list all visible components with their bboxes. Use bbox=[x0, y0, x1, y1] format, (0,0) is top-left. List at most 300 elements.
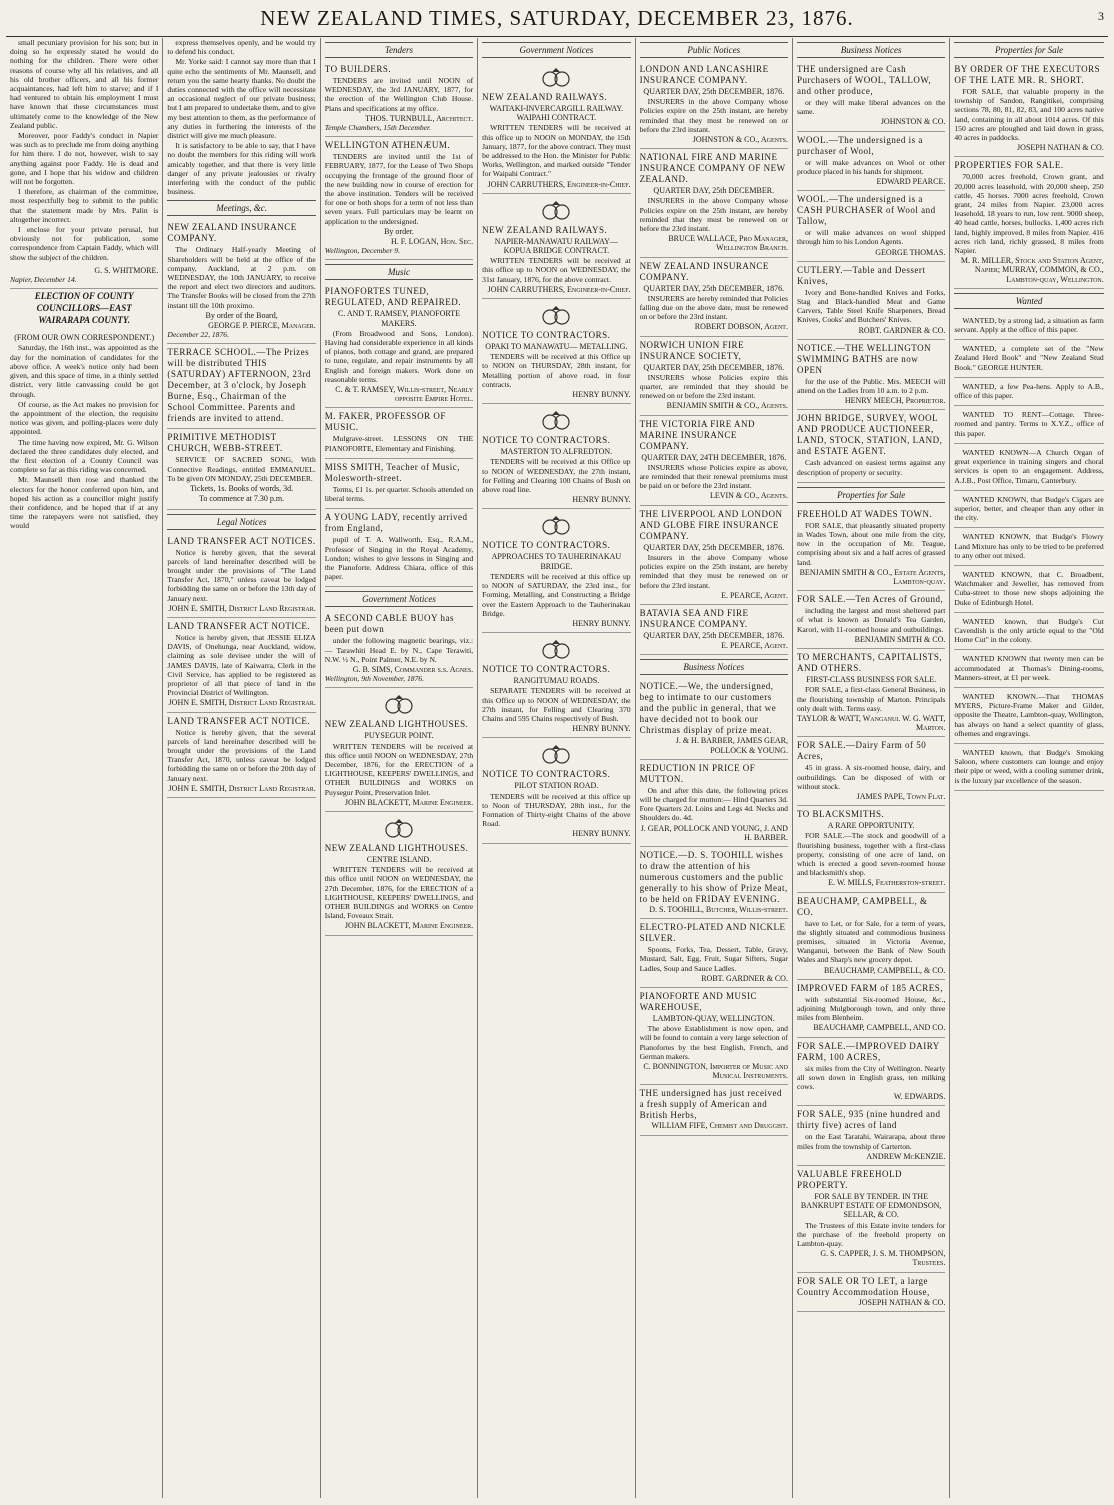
advert-signature: BEAUCHAMP, CAMPBELL, & CO. bbox=[823, 965, 946, 975]
advert-title: NOTICE.—D. S. TOOHILL wishes to draw the attention of his numerous customers and the public generally to his show of Prize Meat, to be held on FRIDAY EVENING. bbox=[639, 849, 788, 904]
advert-body: Mulgrave-street. LESSONS ON THE PIANOFORTE, Elementary and Finishing. bbox=[324, 434, 474, 453]
wanted-text: WANTED TO RENT—Cottage. Three-roomed and pantry. Terms to X.Y.Z., office of this paper. bbox=[954, 410, 1104, 438]
column-6 bbox=[793, 38, 950, 1498]
advert-title: NEW ZEALAND INSURANCE COMPANY. bbox=[167, 222, 297, 244]
page-number: 3 bbox=[1098, 9, 1104, 23]
advert-methodist-church bbox=[167, 429, 315, 509]
section-heading-music: Music bbox=[325, 264, 473, 280]
advert-body: The above Establishment is now open, and will be found to contain a very large selection of Pianofortes by the best English, French, and German makers. bbox=[639, 1024, 788, 1061]
dateline: Napier, December 14. bbox=[10, 275, 77, 285]
advert-date: December 22, 1876. bbox=[167, 330, 229, 340]
advert-title: FOR SALE OR TO LET, a large Country Accommodation House, bbox=[796, 1275, 930, 1297]
advert-body: WRITTEN TENDERS will be received at this office until NOON on WEDNESDAY, 27th December, 1876, for the ERECTION of a LIGHTHOUSE, KEEPERS' DWELLINGS, and OTHER BUILDINGS and WORKS on Puysegur Point, Preservation Inlet. bbox=[324, 741, 474, 797]
advert-title: NORWICH UNION FIRE INSURANCE SOCIETY, bbox=[639, 339, 745, 361]
advert-body: SERVICE OF SACRED SONG, With Connective Readings, entitled EMMANUEL. To be given ON MONDAY, 25th DECEMBER. bbox=[167, 455, 316, 483]
wanted-text: WANTED, a few Pea-hens. Apply to A.B., office of this paper. bbox=[954, 381, 1104, 401]
royal-crest-icon bbox=[538, 410, 574, 432]
advert-body: Notice is hereby given, that the several parcels of land hereinafter described will be brought under the provisions of the Land Transfer Act, 1870, unless caveat be lodged forbidding the same on or before the 20th day of January next. bbox=[167, 727, 316, 783]
advert-accommodation-house bbox=[797, 1273, 945, 1312]
advert-body: TENDERS will be received at this Office up to NOON on THURSDAY, 28th instant, for Metalling portion of above road, in four contracts. bbox=[482, 352, 631, 389]
advert-body: FOR SALE, a first-class General Business, in the flourishing township of Marton. Principals only dealt with. Terms easy. bbox=[796, 685, 946, 713]
wanted-text: WANTED, by a strong lad, a situation as farm servant. Apply at the office of this paper. bbox=[954, 315, 1104, 335]
advert-title: WELLINGTON ATHENÆUM. bbox=[324, 140, 451, 151]
advert-dairy-farm bbox=[797, 737, 945, 806]
section-heading-meetings: Meetings, &c. bbox=[167, 200, 315, 216]
advert-body: TENDERS will be received at this office up to NOON of SATURDAY, the 23rd inst., for Forming, Metalling, and Constructing a Bridge over the Eastern Approach to the Tauherinakau Bridge. bbox=[482, 571, 631, 618]
advert-note: Tickets, 1s. Books of words, 3d. bbox=[190, 484, 294, 494]
paragraph: I therefore, as chairman of the committee, most respectfully beg to submit to the public that the statement made by Mrs. Palin is altogether incorrect. bbox=[10, 187, 159, 224]
paragraph: Moreover, poor Faddy's conduct in Napier was such as to preclude me from doing anything for him there. I do not, however, wish to say anything against poor Faddy. He is dead and gone, and I hope that his widow and children will not be forgotten. bbox=[10, 131, 159, 187]
advert-signature: BENJAMIN SMITH & CO., Estate Agents, Lambton-quay. bbox=[799, 567, 946, 587]
advert-signature: E. PEARCE, Agent. bbox=[721, 641, 788, 651]
advert-subtitle: WAITAKI-INVERCARGILL RAILWAY. WAIPAHI CONTRACT. bbox=[489, 104, 624, 123]
advert-mutton-prices bbox=[640, 760, 788, 847]
advert-insurance bbox=[640, 416, 788, 506]
advert-signature: JOHN E. SMITH, District Land Registrar. bbox=[168, 603, 316, 613]
advert-title: BATAVIA SEA AND FIRE INSURANCE COMPANY. bbox=[639, 607, 749, 629]
advert-body: Terms, £1 1s. per quarter. Schools attended on liberal terms. bbox=[324, 484, 474, 504]
section-heading-government: Government Notices bbox=[325, 591, 473, 607]
paragraph: Of course, as the Act makes no provision for the appointment of the election, the requisite notice was given, and polling-places were duly appointed. bbox=[10, 399, 159, 437]
paragraph: small pecuniary provision for his son; but in doing so he expressly stated he would do nothing for the children. There were other reasons of course why all his relatives, and all his old brother officers, and all his former acquaintances, had left him to starve; and if I had ventured to obtain his employment I must have known that these circumstances must ultimately come to the knowledge of the New Zealand public. bbox=[10, 38, 159, 130]
advert-title: CUTLERY.—Table and Dessert Knives, bbox=[796, 264, 926, 286]
section-heading-business: Business Notices bbox=[640, 659, 788, 675]
advert-contractors bbox=[482, 633, 630, 738]
advert-title: A SECOND CABLE BUOY has been put down bbox=[324, 613, 454, 635]
advert-body: (From Broadwood and Sons, London). Having had considerable experience in all kinds of pianos, both cottage and grand, are prepared to tune, regulate, and repair instruments by all English and foreign makers. Work done on reasonable terms. bbox=[324, 328, 474, 384]
section-heading-business: Business Notices bbox=[797, 42, 945, 58]
section-heading-government: Government Notices bbox=[482, 42, 630, 58]
advert-subtitle: QUARTER DAY, 25th DECEMBER, 1876. bbox=[643, 542, 785, 552]
advert-signature: C. BONNINGTON, Importer of Music and Musical Instruments. bbox=[643, 1061, 788, 1081]
advert-lighthouse-puysegur bbox=[325, 688, 473, 812]
advert-title: PRIMITIVE METHODIST CHURCH, WEBB-STREET. bbox=[167, 432, 283, 454]
advert-auctioneer bbox=[797, 410, 945, 482]
paragraph: Saturday, the 16th inst., was appointed as the day for the nomination of candidates for the above office. A week's notice only had been given, and this space of time, in a thinly settled district, very little canvassing could be got through. bbox=[10, 343, 159, 399]
section-heading-property: Properties for Sale bbox=[954, 42, 1103, 58]
advert-title: NOTICE.—THE WELLINGTON SWIMMING BATHS are now OPEN bbox=[796, 342, 932, 375]
advert-time: To commence at 7.30 p.m. bbox=[199, 494, 285, 504]
advert-athenaeum bbox=[325, 137, 473, 260]
advert-signature: E. PEARCE, Agent. bbox=[721, 590, 788, 600]
advert-title: NEW ZEALAND LIGHTHOUSES. bbox=[324, 842, 469, 853]
wanted-text: WANTED KNOWN, that Budge's Cigars are superior, better, and cheaper than any other in the city. bbox=[954, 494, 1104, 523]
advert-signature: GEORGE THOMAS. bbox=[875, 247, 946, 257]
advert-terrace-school bbox=[167, 344, 315, 429]
advert-signature: JOSEPH NATHAN & CO. bbox=[1017, 143, 1104, 153]
advert-contractors bbox=[482, 738, 630, 843]
advert-singing-lessons bbox=[325, 509, 473, 587]
wanted-text: WANTED known, that Budge's Cut Cavendish is the only article equal to the "Old Home Cut" in the colony. bbox=[954, 616, 1104, 645]
wanted-text: WANTED KNOWN—A Church Organ of great experience in training singers and choral services is open to an engagement. Address, A.J.B., Post Office, Timaru, Canterbury. bbox=[954, 447, 1104, 485]
wanted-ad bbox=[954, 566, 1103, 613]
column-1 bbox=[6, 38, 163, 1498]
advert-title: REDUCTION IN PRICE OF MUTTON. bbox=[639, 762, 756, 784]
advert-body: including the largest and most sheltered part of what is known as Donald's Tea Garden, Karori, with 11-roomed house and outbuildings. bbox=[796, 606, 946, 634]
advert-title: THE LIVERPOOL AND LONDON AND GLOBE FIRE INSURANCE COMPANY. bbox=[639, 508, 783, 541]
advert-subtitle: A RARE OPPORTUNITY. bbox=[827, 821, 915, 831]
paragraph: Mr. Yorke said: I cannot say more than that I quite echo the sentiments of Mr. Maunsell, and return you the same hearty thanks. No doubt the duties connected with the office will necessitate an occasional neglect of our private business; but I am prepared to undertake them, and to give my best attention to them, as the performance of any duties in furthering the interests of the district will give me much pleasure. bbox=[167, 57, 316, 141]
advert-title: NOTICE TO CONTRACTORS. bbox=[482, 769, 611, 780]
advert-body: or they will make liberal advances on the same. bbox=[796, 98, 946, 117]
advert-insurance-meeting bbox=[167, 219, 315, 344]
advert-body: The Ordinary Half-yearly Meeting of Shareholders will be held at the office of the company, Auckland, at 2 p.m. on WEDNESDAY, the 10th JANUARY, to receive the report and elect two directors and auditors. The Transfer Books will be closed from the 27th instant till the 10th proximo. bbox=[167, 245, 316, 310]
advert-title: NOTICE TO CONTRACTORS. bbox=[482, 330, 611, 341]
royal-crest-icon bbox=[538, 67, 574, 89]
royal-crest-icon bbox=[538, 639, 574, 661]
advert-signature: JOHN E. SMITH, District Land Registrar. bbox=[168, 783, 316, 793]
newspaper-title: NEW ZEALAND TIMES, SATURDAY, DECEMBER 23, 1876. bbox=[260, 6, 854, 30]
advert-signature: JOHNSTON & CO., Agents. bbox=[692, 135, 788, 145]
advert-title: A YOUNG LADY, recently arrived from England, bbox=[324, 512, 468, 534]
royal-crest-icon bbox=[538, 200, 574, 222]
wanted-ad bbox=[954, 744, 1103, 791]
advert-body: Notice is hereby given, that the several parcels of land hereinafter described will be brought under the provisions of "The Land Transfer Act, 1870," unless caveat be lodged forbidding the same on or before the 13th day of January next. bbox=[167, 547, 316, 603]
advert-title: THE VICTORIA FIRE AND MARINE INSURANCE COMPANY. bbox=[639, 418, 755, 451]
advert-body: TENDERS will be received at this office up to Noon of THURSDAY, 28th inst., for the Formation of Thirty-eight Chains of the above Road. bbox=[482, 791, 631, 829]
advert-title: BY ORDER OF THE EXECUTORS OF THE LATE MR. R. SHORT. bbox=[954, 64, 1101, 85]
advert-body: WRITTEN TENDERS will be received at this office up to NOON on MONDAY, the 15th January, 1877, for the above contract. They must be addressed to the Hon. the Minister for Public Works, Wellington, and marked outside "Tender for Waipahi Contract." bbox=[482, 123, 631, 179]
advert-title: NOTICE TO CONTRACTORS. bbox=[482, 435, 611, 446]
advert-property bbox=[797, 506, 945, 591]
advert-signature: HENRY BUNNY. bbox=[572, 724, 631, 734]
advert-title: WOOL.—The undersigned is a purchaser of Wool, bbox=[796, 134, 923, 156]
advert-subtitle: QUARTER DAY, 25th DECEMBER, 1876. bbox=[643, 630, 785, 640]
advert-signature: THOS. TURNBULL, Architect. bbox=[365, 113, 474, 123]
advert-body: WRITTEN TENDERS will be received at this office until NOON on WEDNESDAY, the 27th December, 1876, for the ERECTION of a LIGHTHOUSE, KEEPERS' DWELLINGS, and OTHER BUILDINGS and WORKS on Centre Island, Foveaux Strait. bbox=[324, 865, 474, 921]
advert-signature: ANDREW McKENZIE. bbox=[866, 1151, 946, 1161]
advert-subtitle: PUYSEGUR POINT. bbox=[364, 731, 434, 741]
wanted-ad bbox=[954, 650, 1103, 688]
column-2 bbox=[163, 38, 320, 1498]
advert-title: NEW ZEALAND LIGHTHOUSES. bbox=[324, 719, 469, 730]
advert-title: TO BLACKSMITHS. bbox=[796, 809, 885, 820]
advert-insurance bbox=[640, 506, 788, 605]
wanted-ad bbox=[954, 378, 1103, 406]
advert-signature: BENJAMIN SMITH & CO. bbox=[854, 634, 946, 644]
advert-body: pupil of T. A. Wallworth, Esq., R.A.M., Professor of Singing in the Royal Academy, London; wishes to give lessons in Singing and the Pianoforte. Address Chiara, office of this paper. bbox=[324, 535, 474, 582]
advert-title: LAND TRANSFER ACT NOTICES. bbox=[167, 535, 316, 546]
advert-body: SEPARATE TENDERS will be received at this Office up to NOON of WEDNESDAY, the 27th instant, for Felling and Clearing 370 Chains and 595 Chains respectively of Bush. bbox=[482, 686, 631, 723]
advert-title: PIANOFORTE AND MUSIC WAREHOUSE, bbox=[639, 990, 758, 1012]
advert-signature: J. & H. BARBER, JAMES GEAR, POLLOCK & YOUNG. bbox=[675, 736, 788, 755]
advert-body: FOR SALE, that pleasantly situated property in Wades Town, about one mile from the city, now in the occupation of Mr. Teague, comprising about six and a half acres of grassed land. bbox=[796, 520, 946, 567]
advert-body: 70,000 acres freehold, Crown grant, and 20,000 acres leasehold, with 20,000 sheep, 250 cattle, 45 horses. 7000 acres freehold, Crown grant, 24 miles from Napier. 23,000 acres leasehold, 18 years to run, low rent. 9000 sheep, 40 head cattle, horses, bullocks. 1,400 acres rich land, highly improved, 8 miles from Napier. 416 acres rich land, richly grassed, 8 miles from Napier. bbox=[954, 172, 1104, 256]
advert-signature: G. B. SIMS, Commander s.s. Agnes. bbox=[352, 664, 474, 674]
signature: G. S. WHITMORE. bbox=[94, 265, 159, 275]
advert-title: WOOL.—The undersigned is a CASH PURCHASER of Wool and Tallow, bbox=[796, 194, 936, 227]
advert-date: Wellington, December 9. bbox=[324, 246, 400, 256]
advert-body: TENDERS are invited until NOON of WEDNESDAY, the 3rd JANUARY, 1877, for the erection of the Wellington Club House. Plans and specifications at my office. bbox=[324, 76, 474, 113]
advert-title: NATIONAL FIRE AND MARINE INSURANCE COMPANY OF NEW ZEALAND. bbox=[639, 152, 786, 185]
advert-land-transfer bbox=[167, 533, 315, 618]
wanted-ad bbox=[954, 444, 1103, 491]
advert-insurance bbox=[640, 605, 788, 655]
advert-body: under the following magnetic bearings, viz.:— Tarawhiti Head E. by N., Cape Terawiti, N.W. ½ N., Point Palmer, N.E. by N. bbox=[324, 636, 474, 664]
advert-title: THE undersigned are Cash Purchasers of WOOL, TALLOW, and other produce, bbox=[796, 64, 932, 96]
advert-title: PROPERTIES FOR SALE. bbox=[954, 160, 1064, 171]
advert-body: Spoons, Forks, Tea, Dessert, Table, Gravy, Mustard, Salt, Egg, Fruit, Sugar Sifters, Sugar Ladles, Soup and Sauce Ladles. bbox=[639, 945, 788, 973]
advert-title: PIANOFORTES TUNED, REGULATED, AND REPAIRED. bbox=[324, 286, 461, 308]
advert-title: BEAUCHAMP, CAMPBELL, & CO. bbox=[796, 895, 928, 917]
byline: (FROM OUR OWN CORRESPONDENT.) bbox=[14, 333, 155, 343]
advert-subtitle: NAPIER-MANAWATU RAILWAY— KOPUA BRIDGE CONTRACT. bbox=[494, 236, 618, 256]
wanted-text: WANTED KNOWN that twenty men can be accommodated at Thomas's Dining-rooms, Manners-street, at £1 per week. bbox=[954, 654, 1104, 682]
advert-title: NOTICE.—We, the undersigned, beg to intimate to our customers and the public in general, that we have decided not to book our Christmas display of prize meat. bbox=[639, 681, 777, 736]
advert-signature: ROBT. GARDNER & CO. bbox=[701, 973, 788, 983]
advert-signature: JOHNSTON & CO. bbox=[880, 117, 946, 127]
advert-signature: HENRY BUNNY. bbox=[572, 618, 631, 628]
advert-property bbox=[797, 591, 945, 649]
section-heading-legal: Legal Notices bbox=[167, 514, 315, 530]
advert-subtitle: OPAKI TO MANAWATU— METALLING. bbox=[485, 342, 628, 352]
advert-signature: ROBT. GARDNER & CO. bbox=[858, 325, 946, 335]
advert-wool bbox=[797, 191, 945, 262]
advert-signature: JOSEPH NATHAN & CO. bbox=[858, 1297, 946, 1307]
advert-date: Wellington, 9th November, 1876. bbox=[324, 674, 425, 684]
advert-title: M. FAKER, PROFESSOR OF MUSIC. bbox=[324, 411, 446, 433]
advert-signature: M. R. MILLER, Stock and Station Agent, Napier; MURRAY, COMMON, & CO., Lambton-quay, Wellington. bbox=[960, 256, 1104, 284]
wanted-text: WANTED, a complete set of the "New Zealand Herd Book" and "New Zealand Stud Book." GEORGE HUNTER. bbox=[954, 344, 1104, 372]
advert-by-order: By order. bbox=[384, 226, 414, 236]
wanted-text: WANTED KNOWN, that C. Broadbent, Watchmaker and Jeweller, has removed from Cuba-street to those new shops adjoining the Duke of Edinburgh Hotel. bbox=[954, 569, 1104, 607]
advert-body: INSURERS whose Policies expire as above, are reminded that their renewal premiums must be paid on or before the 23rd instant. bbox=[639, 462, 788, 491]
advert-signature: WILLIAM FIFE, Chemist and Druggist. bbox=[651, 1121, 788, 1131]
advert-body: Notice is hereby given, that JESSIE ELIZA DAVIS, of Onehunga, near Auckland, widow, claiming as sole devisee under the will of JAMES DAVIS, late of Kaiwarra, Clerk in the Civil Service, has applied to be registered as proprietor of all that piece of land in the Provincial District of Wellington. bbox=[167, 632, 316, 698]
advert-title: FOR SALE, 935 (nine hundred and thirty five) acres of land bbox=[796, 1109, 941, 1131]
advert-body: Ivory and Bone-handled Knives and Forks, Stag and Black-handled Meat and Game Carvers, Table Steel Knife Sharpeners, Bread Knives, Cooks' and Butchers' Knives. bbox=[796, 287, 946, 325]
advert-signature: E. W. MILLS, Featherston-street. bbox=[828, 878, 946, 888]
advert-subtitle: FOR SALE BY TENDER. IN THE BANKRUPT ESTATE OF EDMONDSON, SELLAR, & CO. bbox=[800, 1192, 942, 1220]
paragraph: Mr. Maunsell then rose and thanked the electors for the honor conferred upon him, and hoped his action as a councillor might justify their confidence, and he hoped that if at any time the ratepayers were not satisfied, they would bbox=[10, 475, 159, 531]
advert-subtitle: MASTERTON TO ALFREDTON. bbox=[500, 447, 613, 457]
advert-cable-buoy bbox=[325, 610, 473, 688]
advert-business-sale bbox=[797, 649, 945, 737]
advert-body: INSURERS whose Policies expire this quarter, are reminded that they should be renewed on or before the 23rd instant. bbox=[639, 372, 788, 401]
advert-insurance bbox=[640, 337, 788, 416]
advert-body: Cash advanced on easiest terms against any description of property or security. bbox=[796, 458, 946, 477]
advert-signature: H. F. LOGAN, Hon. Sec. bbox=[391, 237, 474, 247]
advert-signature: HENRY BUNNY. bbox=[572, 390, 631, 400]
advert-body: FOR SALE.—The stock and goodwill of a flourishing business, together with a first-class property, consisting of one acre of land, on which is erected a good seven-roomed house and blacksmith's shop. bbox=[796, 831, 946, 878]
advert-premises bbox=[797, 893, 945, 980]
advert-signature: W. EDWARDS. bbox=[893, 1092, 946, 1102]
advert-signature: JOHN CARRUTHERS, Engineer-in-Chief. bbox=[487, 179, 631, 189]
advert-subtitle: QUARTER DAY, 25th DECEMBER, 1876. bbox=[643, 283, 785, 293]
advert-signature: HENRY MEECH, Proprietor. bbox=[844, 396, 946, 406]
paragraph: I enclose for your private perusal, but obviously not for publication, some correspondence from Captain Faddy, which will show the subject of the children. bbox=[10, 225, 159, 262]
advert-swimming-baths bbox=[797, 340, 945, 411]
advert-body: Insurers in the above Company whose policies expire on the 25th instant, are hereby reminded that they must be renewed on or before the 23rd instant. bbox=[639, 552, 788, 590]
column-7 bbox=[950, 38, 1107, 1498]
advert-title: NOTICE TO CONTRACTORS. bbox=[482, 664, 611, 675]
wanted-ad bbox=[954, 528, 1103, 566]
advert-land-transfer bbox=[167, 713, 315, 798]
advert-title: NOTICE TO CONTRACTORS. bbox=[482, 540, 611, 551]
advert-railway-waipahi bbox=[482, 61, 630, 194]
advert-signature: HENRY BUNNY. bbox=[572, 829, 631, 839]
column-4 bbox=[478, 38, 635, 1498]
wanted-ad bbox=[954, 491, 1103, 529]
wanted-ad bbox=[954, 613, 1103, 651]
advert-signature: EDWARD PEARCE. bbox=[876, 177, 946, 187]
advert-date: Temple Chambers, 15th December. bbox=[324, 123, 432, 133]
advert-contractors bbox=[482, 404, 630, 509]
advert-signature: BEAUCHAMP, CAMPBELL, AND CO. bbox=[813, 1023, 946, 1033]
advert-title: LONDON AND LANCASHIRE INSURANCE COMPANY. bbox=[639, 64, 769, 85]
advert-by-order: By order of the Board, bbox=[205, 310, 278, 320]
advert-dairy-farm bbox=[797, 1038, 945, 1107]
advert-signature: GEORGE P. PIERCE, Manager. bbox=[208, 321, 316, 331]
advert-signature: JOHN CARRUTHERS, Engineer-in-Chief. bbox=[487, 284, 631, 294]
advert-contractors bbox=[482, 299, 630, 404]
advert-subtitle: QUARTER DAY, 25th DECEMBER, 1876. bbox=[643, 87, 785, 96]
royal-crest-icon bbox=[381, 694, 417, 716]
advert-body: TENDERS will be received at this Office up to NOON of WEDNESDAY, the 27th instant, for Felling and Clearing 100 Chains of Bush on above road line. bbox=[482, 457, 631, 495]
advert-title: IMPROVED FARM of 185 ACRES, bbox=[796, 982, 944, 993]
advert-music-warehouse bbox=[640, 988, 788, 1085]
advert-properties-list bbox=[954, 157, 1103, 288]
advert-blacksmiths bbox=[797, 806, 945, 892]
advert-freehold-tender bbox=[797, 1166, 945, 1273]
advert-signature: JOHN BLACKETT, Marine Engineer. bbox=[344, 797, 474, 807]
wanted-text: WANTED known, that Budge's Smoking Saloon, where customers can lounge and enjoy their pipe or weed, with a cooling summer drink, is the luxury par excellence of the season. bbox=[954, 747, 1104, 785]
advert-electroplate bbox=[640, 919, 788, 988]
paragraph: The time having now expired, Mr. G. Wilson declared the three candidates duly elected, and the first election of a County Council was complete so far as this riding was concerned. bbox=[10, 437, 159, 475]
advert-title: TO MERCHANTS, CAPITALISTS, AND OTHERS. bbox=[796, 652, 943, 674]
royal-crest-icon bbox=[381, 818, 417, 840]
advert-title: NEW ZEALAND RAILWAYS. bbox=[482, 224, 608, 235]
advert-subtitle: LAMBTON-QUAY, WELLINGTON. bbox=[652, 1013, 775, 1023]
advert-executors-sale bbox=[954, 61, 1103, 157]
advert-body: or will make advances on Wool or other produce placed in his hands for shipment. bbox=[796, 157, 946, 176]
advert-subtitle: C. AND T. RAMSEY, PIANOFORTE MAKERS. bbox=[337, 309, 460, 328]
advert-body: On and after this date, the following prices will be charged for mutton:— Hind Quarters 3d. Fore Quarters 2d. Loins and Legs 4d. Necks and Shoulders do. 4d. bbox=[639, 785, 788, 823]
advert-body: for the use of the Public. Mrs. MEECH will attend on the Ladies from 10 a.m. to 2 p.m. bbox=[796, 376, 946, 396]
advert-title: THE undersigned has just received a fresh supply of American and British Herbs, bbox=[639, 1088, 783, 1121]
advert-insurance bbox=[640, 61, 788, 149]
advert-title: MISS SMITH, Teacher of Music, Molesworth-street. bbox=[324, 461, 460, 483]
advert-subtitle: RANGITUMAU ROADS. bbox=[513, 676, 600, 686]
advert-contractors bbox=[482, 509, 630, 633]
advert-to-builders bbox=[325, 61, 473, 137]
advert-body: INSURERS in the above Company whose Policies expire on the 25th instant, are hereby reminded that they must be renewed on or before the 23rd instant. bbox=[639, 97, 788, 134]
advert-pianofortes bbox=[325, 283, 473, 408]
advert-signature: JAMES PAPE, Town Flat. bbox=[856, 791, 946, 801]
advert-title: FOR SALE.—Ten Acres of Ground, bbox=[796, 594, 944, 605]
advert-subtitle: CENTRE ISLAND. bbox=[366, 854, 432, 864]
advert-improved-farm bbox=[797, 980, 945, 1038]
advert-body: 45 in grass. A six-roomed house, dairy, and outbuildings. Can be disposed of with or without stock. bbox=[796, 763, 946, 791]
advert-signature: JOHN E. SMITH, District Land Registrar. bbox=[168, 698, 316, 708]
section-heading-property: Properties for Sale bbox=[797, 487, 945, 503]
advert-signature: LEVIN & CO., Agents. bbox=[709, 491, 788, 501]
wanted-text: WANTED KNOWN.—That THOMAS MYERS, Picture-Frame Maker and Gilder, opposite the Theatre, Lambton-quay, Wellington, has always on hand a select quantity of glass, ofhemes and engravings. bbox=[954, 691, 1104, 738]
advert-title: FREEHOLD AT WADES TOWN. bbox=[796, 508, 933, 519]
advert-subtitle: FIRST-CLASS BUSINESS FOR SALE. bbox=[806, 675, 937, 685]
advert-subtitle: QUARTER DAY, 25th DECEMBER, 1876. bbox=[643, 362, 785, 372]
letter-body bbox=[10, 38, 158, 289]
wanted-ad bbox=[954, 340, 1103, 378]
advert-signature: TAYLOR & WATT, Wanganui. W. G. WATT, Marton. bbox=[797, 713, 946, 733]
column-5 bbox=[636, 38, 793, 1498]
advert-signature: J. GEAR, POLLOCK AND YOUNG, J. AND H. BARBER. bbox=[640, 823, 788, 842]
advert-title: VALUABLE FREEHOLD PROPERTY. bbox=[796, 1169, 903, 1190]
advert-cutlery bbox=[797, 262, 945, 340]
advert-music-teacher bbox=[325, 459, 473, 509]
advert-title: FOR SALE.—IMPROVED DAIRY FARM, 100 ACRES, bbox=[796, 1040, 940, 1062]
advert-insurance bbox=[640, 149, 788, 257]
advert-signature: BRUCE WALLACE, Pro Manager, Wellington Branch. bbox=[668, 234, 788, 253]
advert-signature: ROBERT DOBSON, Agent. bbox=[694, 322, 788, 332]
advert-signature: JOHN BLACKETT, Marine Engineer. bbox=[344, 921, 474, 931]
advert-music-professor bbox=[325, 408, 473, 458]
advert-subtitle: QUARTER DAY, 25th DECEMBER. bbox=[653, 186, 775, 196]
paragraph: express themselves openly, and he would try to defend his conduct. bbox=[167, 38, 316, 57]
advert-body: or will make advances on wool shipped through him to his London Agents. bbox=[796, 228, 946, 247]
advert-body: The Trustees of this Estate invite tenders for the purchase of the freehold property on Lambton-quay. bbox=[796, 1220, 946, 1249]
article-headline: ELECTION OF COUNTY COUNCILLORS—EAST WAIRARAPA COUNTY. bbox=[34, 291, 134, 326]
masthead-rule bbox=[6, 36, 1108, 37]
masthead bbox=[0, 0, 1114, 36]
advert-title: LAND TRANSFER ACT NOTICE. bbox=[167, 620, 311, 631]
advert-signature: D. S. TOOHILL, Butcher, Willis-street. bbox=[649, 904, 788, 914]
advert-wool bbox=[797, 61, 945, 132]
column-3 bbox=[321, 38, 478, 1498]
advert-title: TERRACE SCHOOL.—The Prizes will be distributed THIS (SATURDAY) AFTERNOON, 23rd December, at 3 o'clock, by Joseph Burne, Esq., Chairman of the School Committee. Parents and friends are invited to attend. bbox=[167, 347, 311, 424]
wanted-ad bbox=[954, 312, 1103, 340]
advert-body: six miles from the City of Wellington. Nearly all sown down in English grass, ten milking cows. bbox=[796, 1063, 946, 1091]
advert-body: INSURERS in the above Company whose Policies expire on the 25th instant, are hereby reminded that they must be renewed on or before the 23rd instant. bbox=[639, 196, 788, 234]
advert-body: on the East Taratahi, Wairarapa, about three miles from the township of Carterton. bbox=[796, 1132, 946, 1151]
advert-title: TO BUILDERS. bbox=[324, 64, 392, 74]
advert-signature: BENJAMIN SMITH & CO., Agents. bbox=[666, 401, 788, 411]
section-heading-wanted: Wanted bbox=[954, 293, 1103, 309]
advert-railway-kopua bbox=[482, 194, 630, 299]
advert-signature: G. S. CAPPER, J. S. M. THOMPSON, Trustees. bbox=[820, 1249, 946, 1268]
advert-toohill bbox=[640, 847, 788, 919]
advert-herbs bbox=[640, 1085, 788, 1135]
advert-lighthouse-centre-island bbox=[325, 812, 473, 936]
wanted-text: WANTED KNOWN, that Budge's Flowry Land Mixture has only to be tried to be preferred to any other out mixed. bbox=[954, 532, 1104, 560]
advert-title: LAND TRANSFER ACT NOTICE. bbox=[167, 715, 311, 726]
royal-crest-icon bbox=[538, 305, 574, 327]
section-heading-public: Public Notices bbox=[640, 42, 788, 58]
advert-subtitle: APPROACHES TO TAUHERINAKAU BRIDGE. bbox=[491, 552, 622, 571]
advert-body: have to Let, or for Sale, for a term of years, the slightly situated and commodious business premises, situated in Victoria Avenue, Wanganui, between the Bank of New South Wales and Sharp's new grocery depot. bbox=[796, 918, 946, 965]
columns bbox=[6, 38, 1108, 1498]
advert-subtitle: QUARTER DAY, 24TH DECEMBER, 1876. bbox=[641, 452, 787, 462]
advert-title: ELECTRO-PLATED AND NICKLE SILVER. bbox=[639, 922, 786, 944]
advert-title: NEW ZEALAND RAILWAYS. bbox=[482, 92, 608, 102]
advert-subtitle: PILOT STATION ROAD. bbox=[514, 781, 599, 791]
advert-title: JOHN BRIDGE, SURVEY, WOOL AND PRODUCE AUCTIONEER, LAND, STOCK, STATION, LAND, and ESTATE AGENT. bbox=[796, 413, 943, 457]
wanted-ad bbox=[954, 688, 1103, 744]
advert-title: FOR SALE.—Dairy Farm of 50 Acres, bbox=[796, 740, 927, 762]
advert-body: FOR SALE, that valuable property in the township of Sandon, Rangitikei, comprising sections 78, 80, 81, 82, 83, and 100 acres native land, containing in all about 1014 acres. Of this 150 acres are ploughed and laid down in grass, 40 acres in paddocks. bbox=[954, 87, 1104, 143]
advert-butchers-notice bbox=[640, 678, 788, 759]
wanted-ad bbox=[954, 406, 1103, 444]
royal-crest-icon bbox=[538, 744, 574, 766]
royal-crest-icon bbox=[538, 515, 574, 537]
advert-wool bbox=[797, 132, 945, 192]
advert-land-sale bbox=[797, 1106, 945, 1166]
advert-title: NEW ZEALAND INSURANCE COMPANY. bbox=[639, 260, 769, 282]
advert-signature: HENRY BUNNY. bbox=[572, 495, 631, 505]
advert-insurance bbox=[640, 258, 788, 337]
advert-body: TENDERS are invited until the 1st of FEBRUARY, 1877, for the Lease of Two Shops occupying the frontage of the ground floor of the new building now in course of erection for the above institution. Tenders will be received for one or both shops for a term of not less than seven years. Full particulars may be learnt on application to the undersigned. bbox=[324, 152, 474, 226]
advert-land-transfer bbox=[167, 618, 315, 713]
